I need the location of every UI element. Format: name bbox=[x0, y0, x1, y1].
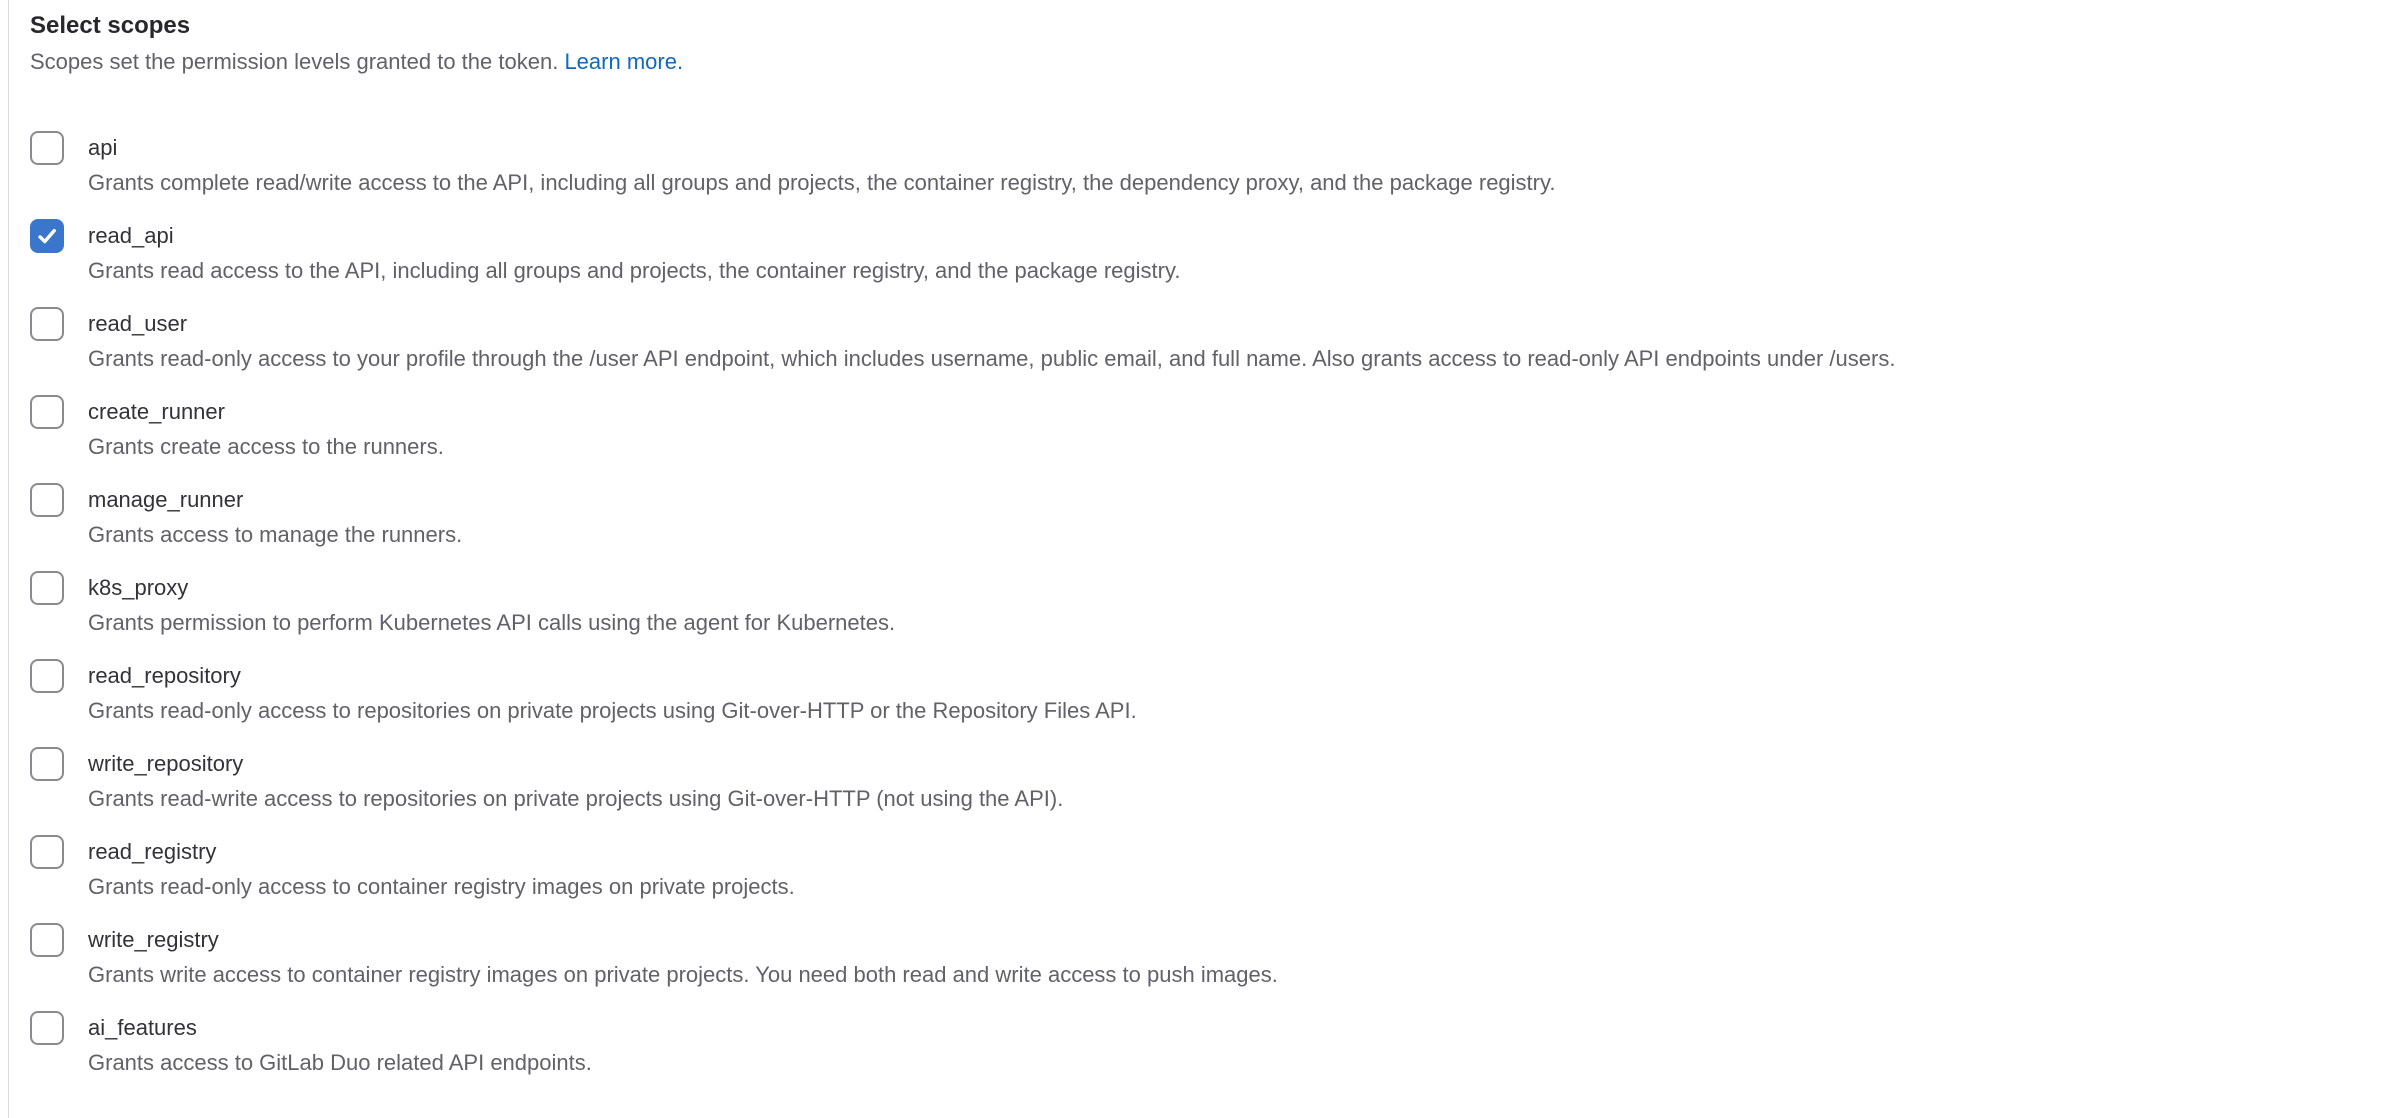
scope-row-read_api bbox=[30, 218, 2354, 288]
scope-label[interactable]: write_repository bbox=[88, 751, 244, 776]
scope-row-header bbox=[30, 834, 2354, 869]
scope-row-write_registry bbox=[30, 922, 2354, 992]
scope-row-header bbox=[30, 482, 2354, 517]
scope-checkbox-api[interactable] bbox=[30, 131, 64, 165]
checkmark-icon bbox=[36, 225, 58, 247]
scope-label[interactable]: create_runner bbox=[88, 399, 225, 424]
scope-checkbox-create_runner[interactable] bbox=[30, 395, 64, 429]
scope-checkbox-manage_runner[interactable] bbox=[30, 483, 64, 517]
scope-row-header bbox=[30, 658, 2354, 693]
scope-row-header bbox=[30, 746, 2354, 781]
scope-checkbox-ai_features[interactable] bbox=[30, 1011, 64, 1045]
subtitle-text: Scopes set the permission levels granted to the token. bbox=[30, 49, 559, 74]
scope-row-create_runner bbox=[30, 394, 2354, 464]
section-heading: Select scopes bbox=[30, 12, 191, 39]
scope-checkbox-write_registry[interactable] bbox=[30, 923, 64, 957]
scope-checkbox-read_repository[interactable] bbox=[30, 659, 64, 693]
scope-checkbox-read_registry[interactable] bbox=[30, 835, 64, 869]
scope-description: Grants permission to perform Kubernetes API calls using the agent for Kubernetes. bbox=[88, 610, 896, 635]
scope-description: Grants read-only access to container registry images on private projects. bbox=[88, 874, 795, 899]
scope-row-read_registry bbox=[30, 834, 2354, 904]
scope-checkbox-k8s_proxy[interactable] bbox=[30, 571, 64, 605]
scope-row-header bbox=[30, 570, 2354, 605]
panel-left-border bbox=[8, 0, 9, 1118]
scope-label[interactable]: api bbox=[88, 135, 118, 160]
scope-description: Grants write access to container registry images on private projects. You need both read and write access to push images. bbox=[88, 962, 1278, 987]
scope-label[interactable]: read_registry bbox=[88, 839, 217, 864]
scope-checkbox-read_user[interactable] bbox=[30, 307, 64, 341]
scope-label[interactable]: read_repository bbox=[88, 663, 241, 688]
scope-row-manage_runner bbox=[30, 482, 2354, 552]
scopes-list bbox=[30, 130, 2354, 1080]
scope-row-header bbox=[30, 922, 2354, 957]
scope-checkbox-read_api[interactable] bbox=[30, 219, 64, 253]
scope-row-write_repository bbox=[30, 746, 2354, 816]
scope-row-api bbox=[30, 130, 2354, 200]
scope-label[interactable]: write_registry bbox=[88, 927, 219, 952]
scope-label[interactable]: read_api bbox=[88, 223, 174, 248]
scope-row-header bbox=[30, 130, 2354, 165]
scope-row-header bbox=[30, 306, 2354, 341]
scope-description: Grants read-only access to repositories on private projects using Git-over-HTTP or the Repository Files API. bbox=[88, 698, 1137, 723]
scope-row-header bbox=[30, 394, 2354, 429]
scope-description: Grants complete read/write access to the API, including all groups and projects, the container registry, the dependency proxy, and the package registry. bbox=[88, 170, 1556, 195]
scope-description: Grants read-only access to your profile through the /user API endpoint, which includes username, public email, and full name. Also grants access to read-only API endpoints under /users. bbox=[88, 346, 1896, 371]
scope-checkbox-write_repository[interactable] bbox=[30, 747, 64, 781]
scope-row-ai_features bbox=[30, 1010, 2354, 1080]
scope-row-header bbox=[30, 1010, 2354, 1045]
scope-row-read_user bbox=[30, 306, 2354, 376]
scope-label[interactable]: manage_runner bbox=[88, 487, 244, 512]
scope-description: Grants access to manage the runners. bbox=[88, 522, 463, 547]
scope-description: Grants create access to the runners. bbox=[88, 434, 444, 459]
scope-description: Grants access to GitLab Duo related API endpoints. bbox=[88, 1050, 592, 1075]
scope-row-k8s_proxy bbox=[30, 570, 2354, 640]
section-subtitle bbox=[30, 46, 2354, 78]
scope-label[interactable]: ai_features bbox=[88, 1015, 197, 1040]
learn-more-link[interactable]: Learn more. bbox=[564, 49, 684, 74]
scope-row-header bbox=[30, 218, 2354, 253]
scope-row-read_repository bbox=[30, 658, 2354, 728]
scope-description: Grants read-write access to repositories on private projects using Git-over-HTTP (not using the API). bbox=[88, 786, 1064, 811]
scope-label[interactable]: k8s_proxy bbox=[88, 575, 189, 600]
scope-description: Grants read access to the API, including all groups and projects, the container registry, and the package registry. bbox=[88, 258, 1181, 283]
scope-label[interactable]: read_user bbox=[88, 311, 188, 336]
